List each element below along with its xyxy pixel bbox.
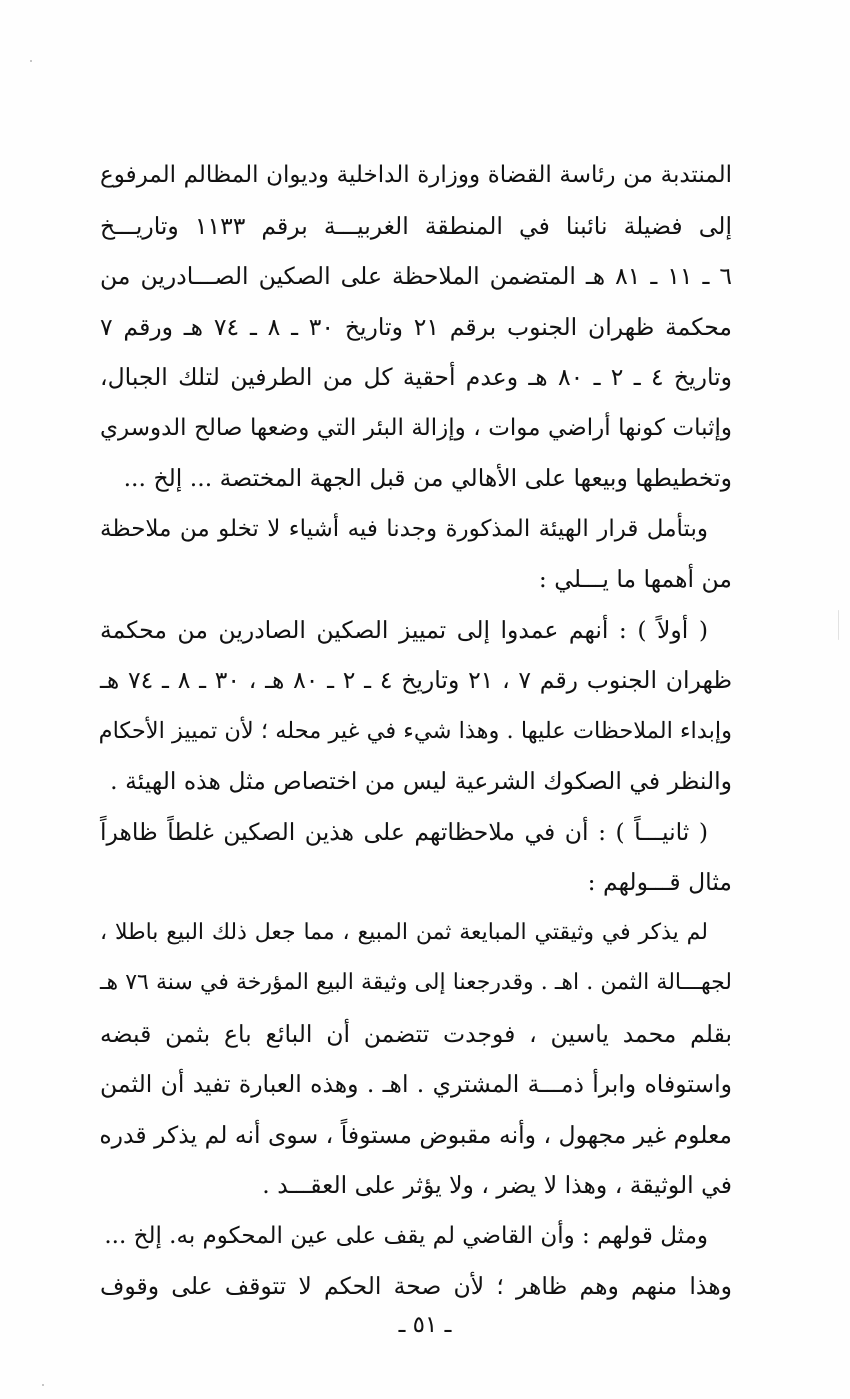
text-line: وإثبات كونها أراضي موات ، وإزالة البئر التي وضعها صالح الدوسري [100, 414, 732, 441]
text-line: ٦ ـ ١١ ـ ٨١ هـ المتضمن الملاحظة على الصكين الصـــادرين من [100, 262, 733, 290]
text-line: لجهـــالة الثمن . اهـ . وقدرجعنا إلى وثيقة البيع المؤرخة في سنة ٧٦ هـ [100, 970, 732, 995]
text-line: ظهران الجنوب رقم ٧ ، ٢١ وتاريخ ٤ ـ ٢ ـ ٨٠ هـ ، ٣٠ ـ ٨ ـ ٧٤ هـ [100, 666, 733, 694]
body-text [100, 150, 732, 1312]
text-line: والنظر في الصكوك الشرعية ليس من اختصاص مثل هذه الهيئة . [110, 767, 732, 795]
text-line: إلى فضيلة نائبنا في المنطقة الغربيـــة برقم ١١٣٣ وتاريـــخ [100, 211, 732, 240]
scan-edge-mark [838, 610, 839, 640]
text-line: ( أولاً ) : أنهم عمدوا إلى تمييز الصكين الصادرين من محكمة [100, 615, 708, 644]
text-line: مثال قـــولهم : [587, 868, 732, 896]
scan-speck [30, 60, 32, 62]
text-line: وتخطيطها وبيعها على الأهالي من قبل الجهة المختصة ... إلخ ... [123, 464, 732, 492]
text-line: واستوفاه وابرأ ذمـــة المشتري . اهـ . وهذه العبارة تفيد أن الثمن [100, 1070, 732, 1098]
text-line: ( ثانيـــاً ) : أن في ملاحظاتهم على هذين الصكين غلطاً ظاهراً [100, 817, 708, 846]
text-line: محكمة ظهران الجنوب برقم ٢١ وتاريخ ٣٠ ـ ٨ ـ ٧٤ هـ ورقم ٧ [100, 312, 732, 341]
text-line: بقلم محمد ياسين ، فوجدت تتضمن أن البائع باع بثمن قبضه [100, 1019, 732, 1048]
page-number: ـ ٥١ ـ [398, 1312, 452, 1338]
scan-speck [42, 1384, 44, 1386]
text-line: في الوثيقة ، وهذا لا يضر ، ولا يؤثر على العقـــد . [262, 1171, 732, 1199]
text-line: ومثل قولهم : وأن القاضي لم يقف على عين المحكوم به. إلخ ... [104, 1222, 708, 1249]
text-line: لم يذكر في وثيقتي المبايعة ثمن المبيع ، مما جعل ذلك البيع باطلا ، [100, 919, 708, 945]
text-line: معلوم غير مجهول ، وأنه مقبوض مستوفاً ، سوى أنه لم يذكر قدره [99, 1120, 732, 1149]
text-line: وتاريخ ٤ ـ ٢ ـ ٨٠ هـ وعدم أحقية كل من الطرفين لتلك الجبال، [100, 363, 733, 391]
text-line: من أهمها ما يـــلي : [538, 565, 732, 593]
text-line: وبتأمل قرار الهيئة المذكورة وجدنا فيه أشياء لا تخلو من ملاحظة [100, 515, 708, 542]
text-line: المنتدبة من رئاسة القضاة ووزارة الداخلية وديوان المظالم المرفوع [100, 162, 732, 188]
text-line: وإبداء الملاحظات عليها . وهذا شيء في غير محله ؛ لأن تمييز الأحكام [98, 717, 732, 744]
text-line: وهذا منهم وهم ظاهر ؛ لأن صحة الحكم لا تتوقف على وقوف [100, 1272, 732, 1300]
